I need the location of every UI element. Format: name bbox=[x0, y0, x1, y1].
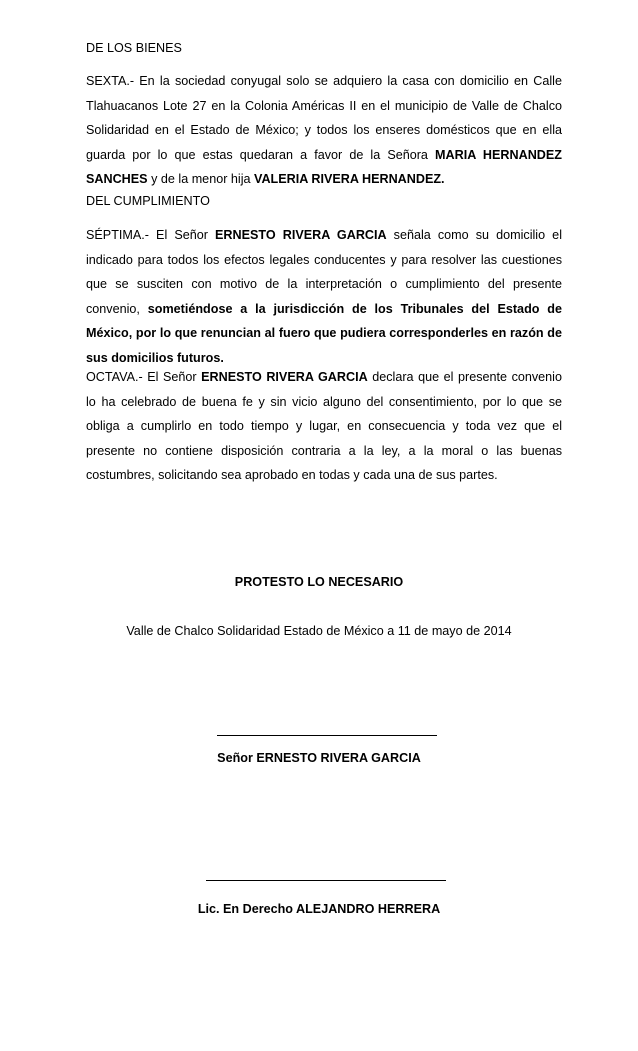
clause-sexta-bold-name: MARIA HERNANDEZ SANCHES bbox=[86, 147, 562, 187]
signature-name-1: Señor ERNESTO RIVERA GARCIA bbox=[217, 751, 421, 765]
clause-octava bbox=[86, 365, 562, 488]
clause-septima bbox=[86, 223, 562, 371]
clause-sexta-text-1: SEXTA.- En la sociedad conyugal solo se adquiero la casa con domicilio en Calle Tlahuacanos Lote 27 en la Colonia Américas II en el municipio de Valle de Chalco Solidaridad en el Estado de México; y todos los enseres domésticos que en ella guarda por lo que estas quedaran a favor de la Señora bbox=[86, 74, 562, 162]
clause-septima-text-1: SÉPTIMA.- El Señor bbox=[86, 228, 216, 242]
clause-sexta-text-2: y de la menor hija bbox=[147, 172, 254, 187]
clause-sexta bbox=[86, 69, 562, 192]
clause-septima-text-2: señala como su domicilio el indicado para todos los efectos legales conducentes y para resolver las cuestiones que se susciten con motivo de la interpretación o cumplimiento del presente convenio, bbox=[86, 228, 562, 316]
clause-octava-text-1: OCTAVA.- El Señor bbox=[86, 370, 202, 384]
clause-octava-bold-name: ERNESTO RIVERA GARCIA bbox=[201, 370, 368, 384]
place-date: Valle de Chalco Solidaridad Estado de México a 11 de mayo de 2014 bbox=[126, 624, 512, 638]
signature-line-1 bbox=[217, 735, 437, 736]
protesto-heading: PROTESTO LO NECESARIO bbox=[234, 575, 404, 589]
clause-septima-bold-name: ERNESTO RIVERA GARCIA bbox=[215, 228, 387, 242]
signature-line-2 bbox=[206, 880, 446, 881]
section-heading-bienes: DE LOS BIENES bbox=[86, 41, 182, 55]
section-heading-cumplimiento: DEL CUMPLIMIENTO bbox=[86, 194, 210, 208]
clause-septima-bold-jurisdiction: sometiéndose a la jurisdicción de los Tribunales del Estado de México, por lo que renuncian al fuero que pudiera corresponderles en razón de sus domicilios futuros. bbox=[86, 301, 562, 365]
clause-octava-text-2: declara que el presente convenio lo ha celebrado de buena fe y sin vicio alguno del consentimiento, por lo que se obliga a cumplirlo en todo tiempo y lugar, en consecuencia y toda vez que el presente no contiene disposición contraria a la ley, a la moral o las buenas costumbres, solicitando sea aprobado en todas y cada una de sus partes. bbox=[86, 370, 562, 483]
clause-sexta-bold-daughter: VALERIA RIVERA HERNANDEZ. bbox=[254, 172, 445, 187]
signature-name-2: Lic. En Derecho ALEJANDRO HERRERA bbox=[197, 902, 441, 916]
